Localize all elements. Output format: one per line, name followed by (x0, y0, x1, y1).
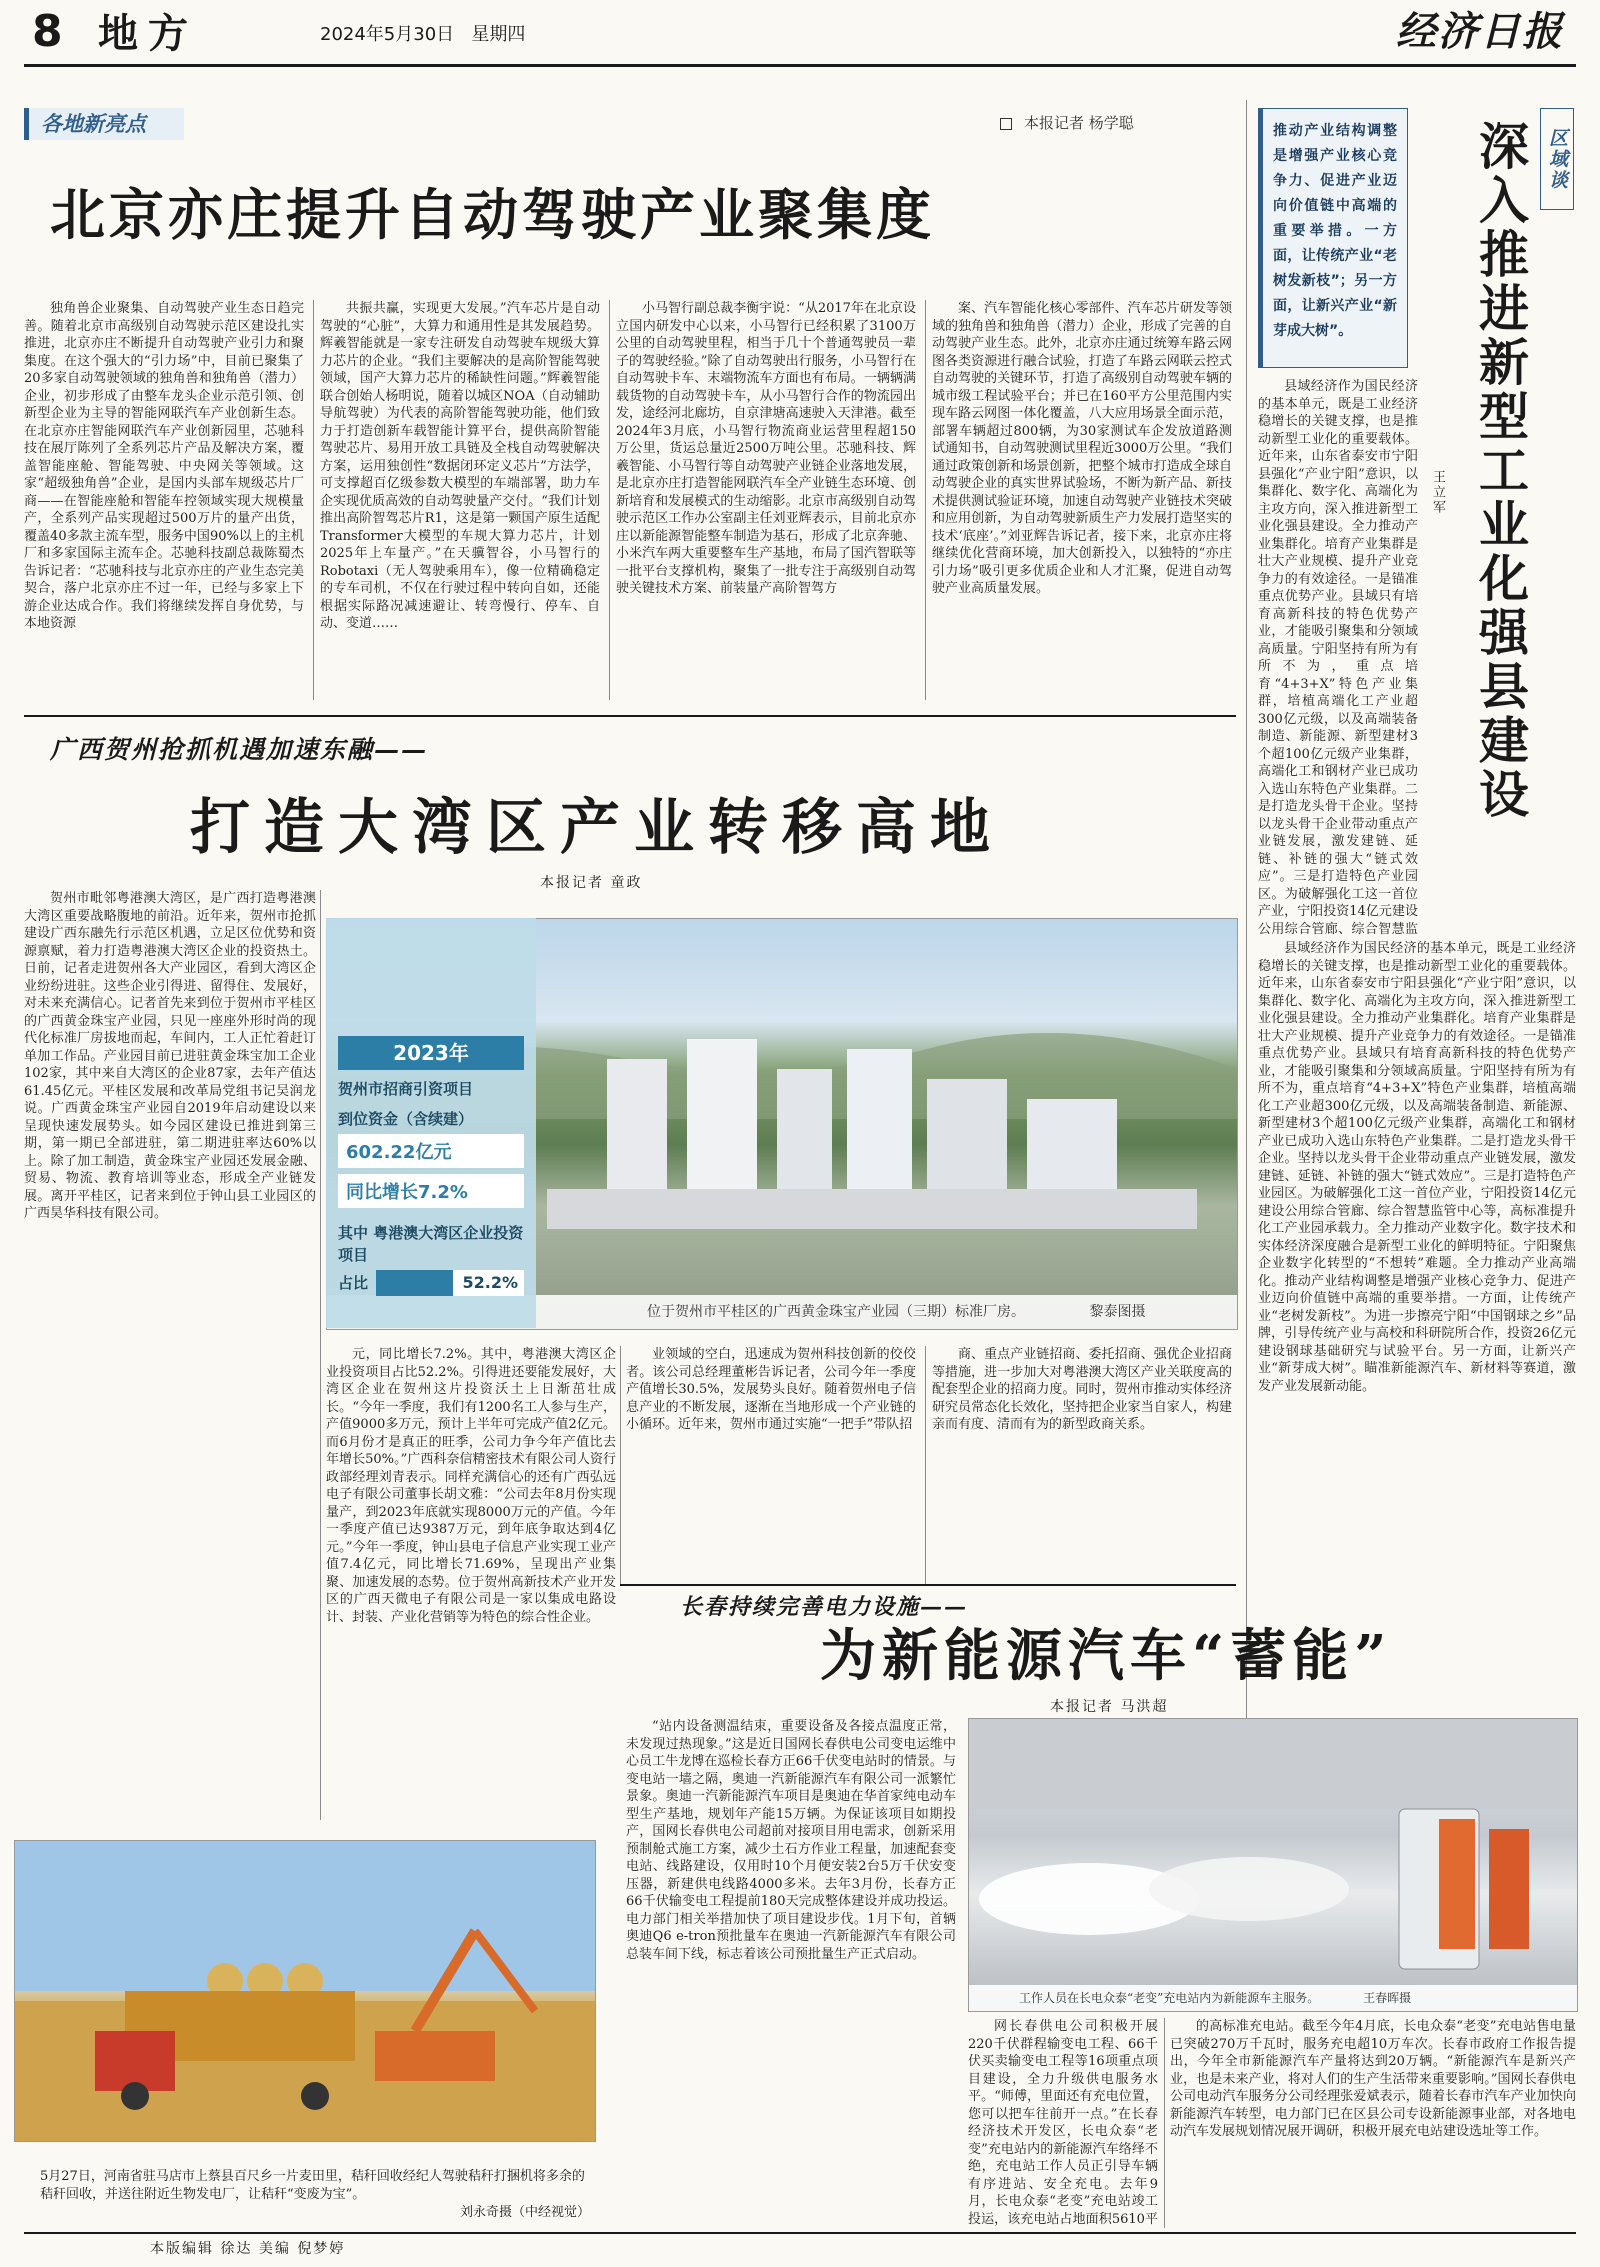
column-kicker: 各地新亮点 (24, 108, 184, 140)
photo2-credit: 刘永奇摄（中经视觉） (459, 2205, 590, 2220)
story3-byline: 本报记者 马洪超 (1050, 1699, 1169, 1715)
photo-credit: 黎泰图摄 (1089, 1304, 1146, 1320)
column-divider (925, 300, 926, 700)
story2-column-3: 业领域的空白，迅速成为贺州科技创新的佼佼者。该公司总经理董彬告诉记者，公司今年一季度产值增长30.5%，发展势头良好。随着贺州电子信息产业的不断发展，逐渐在当地形成一个产业链的小循环。近年来，贺州市通过实施“一把手”带队招 (626, 1347, 916, 1432)
story1-column-1: 独角兽企业聚集、自动驾驶产业生态日趋完善。随着北京市高级别自动驾驶示范区建设扎实推进，北京亦庄不断提升自动驾驶产业引力和聚集度。在这个强大的“引力场”中，目前已聚集了20多家自动驾驶领域的独角兽和独角兽（潜力）企业，初步形成了由整车龙头企业示范引领、创新型企业为主导的智能网联汽车产业创新生态。在北京亦庄智能网联汽车产业创新园里，芯驰科技在展厅陈列了全系列芯片产品及解决方案，覆盖智能座舱、智能驾驶、中央网关等领域。这家“超级独角兽”企业，是国内头部车规级芯片厂商——在智能座舱和智能车控领域实现大规模量产，全系列产品实现超过500万片的量产出货，覆盖40多款主流车型，服务中国90%以上的主机厂和多家国际主流车企。芯驰科技副总裁陈蜀杰告诉记者：“芯驰科技与北京亦庄的产业生态完美契合，落户北京亦庄不过一年，已经与多家上下游企业达成合作。我们将继续发挥自身优势，与本地资源 (24, 301, 304, 631)
paper-logo: 经济日报 (1396, 8, 1564, 55)
infobox-funds-value: 602.22亿元 (338, 1134, 524, 1168)
straw-baler-photo (14, 1840, 596, 2142)
right-column-byline: 王立军 (1430, 470, 1445, 515)
editor-credits: 本版编辑 徐达 美编 倪梦婷 (150, 2241, 346, 2257)
column-divider (1164, 2018, 1165, 2228)
infobox-share-bar (376, 1270, 524, 1296)
right-column-body: 县域经济作为国民经济的基本单元，既是工业经济稳增长的关键支撑，也是推动新型工业化的重要载体。近年来，山东省泰安市宁阳县强化“产业宁阳”意识，以集群化、数字化、高端化为主攻方向，深入推进新型工业化强县建设。全力推动产业集群化。培育产业集群是壮大产业规模、提升产业竞争力的有效途径。一是锚准重点优势产业。县域只有培育高新科技的特色优势产业，才能吸引聚集和分领域高质量。宁阳坚持有所为有所不为，重点培育“4+3+X”特色产业集群，培植高端化工产业超300亿元级，以及高端装备制造、新能源、新型建材3个超100亿元级产业集群，高端化工和钢材产业已成功入选山东特色产业集群。二是打造龙头骨干企业。坚持以龙头骨干企业带动重点产业链发展，激发建链、延链、补链的强大“链式效应”。三是打造特色产业园区。为破解强化工这一首位产业，宁阳投资14亿元建设公用综合管廊、综合智慧监管中心等，高标准提升化工产业园承载力。全力推动产业数字化。数字技术和实体经济深度融合是新型工业化的鲜明特征。宁阳聚焦企业数字化转型的“不想转”难题。全力推动产业高端化。推动产业结构调整是增强产业核心竞争力、促进产业迈向价值链中高端的重要举措。一方面，让传统产业“老树发新枝”。为进一步擦亮宁阳“中国钢球之乡”品牌，引导传统产业与高校和科研院所合作，投资26亿元建设钢球基础研究与试验平台。另一方面，让新兴产业“新芽成大树”。瞄准新能源汽车、新材料等赛道，激发产业发展新动能。 (1258, 941, 1576, 1394)
date-text: 2024年5月30日 (320, 24, 455, 45)
story1-column-2: 共振共赢，实现更大发展。”汽车芯片是自动驾驶的“心脏”，大算力和通用性是其发展趋势。辉羲智能就是一家专注研发自动驾驶车规级大算力芯片的企业。“我们主要解决的是高阶智能驾驶领域，国产大算力芯片的稀缺性问题。”辉羲智能联合创始人杨明说，随着以城区NOA（自动辅助导航驾驶）为代表的高阶智能驾驶功能，他们致力于打造创新车载智能计算平台，提供高阶智能驾驶芯片、易用开放工具链及全栈自动驾驶解决方案，运用独创性“数据闭环定义芯片”方法学，可支撑超百亿级参数大模型的车端部署，助力车企实现优质高效的自动驾驶量产交付。“我们计划推出高阶智驾芯片R1，这是第一颗国产原生适配Transformer大模型的车规大算力芯片，计划2025年上车量产。”在天骥智谷，小马智行的Robotaxi（无人驾驶乘用车），像一位精确稳定的专车司机，不仅在行驶过程中转向自如，还能根据实际路况减速避让、转弯慢行、停车、自动、变道…… (320, 301, 600, 631)
charging-station-illustration (969, 1719, 1577, 2011)
section-divider (24, 715, 1236, 717)
story1-column-4: 案、汽车智能化核心零部件、汽车芯片研发等领域的独角兽和独角兽（潜力）企业，形成了完善的自动驾驶产业生态。此外，北京亦庄通过统筹车路云网图各类资源进行融合试验，打造了车路云网联云控式自动驾驶的关键环节，打造了高级别自动驾驶车辆的城市级工程试验平台；并已在160平方公里范围内实现车路云网图一体化覆盖，八大应用场景全面示范，部署车辆超过800辆，为30家测试车企发放道路测试通知书，自动驾驶测试里程近3000万公里。“我们通过政策创新和场景创新，把整个城市打造成全球自动驾驶企业的真实世界试验场，不断为新产品、新技术提供测试验证环境，加速自动驾驶产业链技术突破和应用创新，为自动驾驶新质生产力发展打造坚实的技术‘底座’。”刘亚辉告诉记者，接下来，北京亦庄将继续优化营商环境，加大创新投入，以独特的“亦庄引力场”吸引更多优质企业和人才汇聚，促进自动驾驶产业高质量发展。 (932, 301, 1232, 596)
weekday-text: 星期四 (471, 24, 526, 45)
straw-baler-illustration (15, 1841, 595, 2141)
story1-column-3: 小马智行副总裁李衡宇说：“从2017年在北京设立国内研发中心以来，小马智行已经积累了3100万公里的自动驾驶里程，相当于几十个普通驾驶员一辈子的驾驶经验。”除了自动驾驶出行服务，小马智行在自动驾驶卡车、末端物流车方面也有布局。一辆辆满载货物的自动驾驶卡车，从小马智行合作的物流园出发，途经河北廊坊，自京津塘高速驶入天津港。截至2024年3月底，小马智行物流商业运营里程超150万公里，货运总量近2500万吨公里。芯驰科技、辉羲智能、小马智行等自动驾驶产业链企业落地发展，是北京亦庄打造智能网联汽车全产业链生态环境、创新培育和发展模式的生动缩影。北京市高级别自动驾驶示范区工作办公室副主任刘亚辉表示，目前北京亦庄以新能源智能整车制造为基石，形成了北京奔驰、小米汽车两大重要整车生产基地，布局了国汽智联等一批平台支撑机构，聚集了一批专注于高级别自动驾驶关键技术方案、前装量产高阶智驾方 (616, 301, 916, 596)
column-divider (620, 1346, 621, 1586)
region-tag: 区域谈 (1540, 108, 1574, 210)
infobox-share-row (338, 1270, 524, 1296)
story1-byline (1000, 112, 1134, 133)
infobox-share-fill (376, 1270, 453, 1296)
story3-column-3: 的高标准充电站。截至今年4月底，长电众泰“老变”充电站售电量已突破270万千瓦时，服务充电超10万车次。长春市政府工作报告提出，今年全市新能源汽车产量将达到20万辆。“新能源汽车是新兴产业，也是未来产业，将对人们的生产生活带来重要影响。”国网长春供电公司电动汽车服务分公司经理张爱斌表示，随着长春市汽车产业加快向新能源汽车转型，电力部门已在区县公司专设新能源事业部，对各地电动汽车发展规划情况展开调研，积极开展充电站建设选址等工作。 (1170, 2019, 1576, 2139)
story3-column-1: “站内设备测温结束，重要设备及各接点温度正常，未发现过热现象。”这是近日国网长春供电公司变电运维中心员工牛龙博在巡检长春方正66千伏变电站时的情景。与变电站一墙之隔，奥迪一汽新能源汽车有限公司一派繁忙景象。奥迪一汽新能源汽车项目是奥迪在华首家纯电动车型生产基地，规划年产能15万辆。为保证该项目如期投产，国网长春供电公司超前对接项目用电需求，创新采用预制舱式施工方案，减少土石方作业工程量，加速配套变电站、线路建设，仅用时10个月便安装2台5万千伏安变压器，新建供电线路4000多米。去年3月份，长春方正66千伏输变电工程提前180天完成整体建设并成功投运。电力部门相关举措加快了项目建设步伐。1月下旬，首辆奥迪Q6 e-tron预批量车在奥迪一汽新能源汽车有限公司总装车间下线，标志着该公司预批量生产正式启动。 (626, 1719, 956, 1962)
story2-column-4: 商、重点产业链招商、委托招商、强优企业招商等措施，进一步加大对粤港澳大湾区产业关联度高的配套型企业的招商力度。同时，贺州市推动实体经济研究员常态化长效化，坚持把企业家当自家人，构建亲而有度、清而有为的新型政商关系。 (932, 1347, 1232, 1432)
column-divider (925, 1346, 926, 1586)
investment-infobox (326, 918, 536, 1328)
story2-byline: 本报记者 童政 (540, 875, 643, 891)
square-icon (1000, 118, 1012, 130)
story2-column-1: 贺州市毗邻粤港澳大湾区，是广西打造粤港澳大湾区重要战略腹地的前沿。近年来，贺州市抢抓建设广西东融先行示范区机遇，立足区位优势和资源禀赋，着力打造粤港澳大湾区企业的投资热土。日前，记者走进贺州各大产业园区，看到大湾区企业纷纷进驻。这些企业引得进、留得住、发展好，对未来充满信心。记者首先来到位于贺州市平桂区的广西黄金珠宝产业园，只见一座座外形时尚的现代化标准厂房拔地而起，车间内，工人正忙着赶订单加工作品。产业园目前已进驻黄金珠宝加工企业102家，其中来自大湾区的企业87家，去年产值达61.45亿元。平桂区发展和改革局党组书记吴润龙说。广西黄金珠宝产业园自2019年启动建设以来呈现快速发展势头。如今园区建设已推进到第三期，第一期已全部进驻，第二期进驻率达60%以上。除了加工制造，黄金珠宝产业园还发展金融、贸易、物流、教育培训等业态，形成全产业链发展。离开平桂区，记者来到位于钟山县工业园区的广西昊华科技有限公司。 (24, 891, 316, 1221)
infobox-title: 贺州市招商引资项目 (338, 1080, 474, 1098)
story1-byline-text: 本报记者 杨学聪 (1024, 114, 1134, 132)
photo-caption: 位于贺州市平桂区的广西黄金珠宝产业园（三期）标准厂房。 (647, 1304, 1025, 1320)
photo2-caption-text: 5月27日，河南省驻马店市上蔡县百尺乡一片麦田里，秸秆回收经纪人驾驶秸秆打捆机将多余的秸秆回收，并送往附近生物发电厂，让秸秆“变废为宝”。 (40, 2169, 585, 2202)
right-column-headline: 深入推进新型工业化强县建设 (1471, 120, 1529, 822)
infobox-growth: 同比增长7.2% (338, 1174, 524, 1208)
issue-date (320, 20, 525, 50)
photo-caption: 工作人员在长电众泰“老变”充电站内为新能源车主服务。 (1019, 1991, 1320, 2005)
photo2-caption (40, 2168, 590, 2222)
infobox-year: 2023年 (338, 1036, 524, 1070)
story2-kicker: 广西贺州抢抓机遇加速东融—— (50, 735, 429, 764)
photo-credit: 王春晖摄 (1363, 1991, 1412, 2005)
column-divider (320, 890, 321, 1820)
infobox-share-value: 52.2% (462, 1273, 518, 1292)
pull-quote: 推动产业结构调整是增强产业核心竞争力、促进产业迈向价值链中高端的重要举措。一方面，让传统产业“老树发新枝”；另一方面，让新兴产业“新芽成大树”。 (1258, 108, 1408, 368)
column-divider (313, 300, 314, 700)
section-divider (620, 1584, 1236, 1586)
infobox-funds-label: 到位资金（含续建） (338, 1110, 474, 1128)
story2-headline: 打造大湾区产业转移高地 (190, 793, 1004, 863)
story3-headline: 为新能源汽车“蓄能” (820, 1623, 1393, 1689)
column-divider (609, 300, 610, 700)
charging-station-photo (968, 1718, 1578, 2012)
story2-column-2: 元，同比增长7.2%。其中，粤港澳大湾区企业投资项目占比52.2%。引得进还要能发展好，大湾区企业在贺州这片投资沃土上日渐茁壮成长。“今年一季度，我们有1200名工人参与生产，产值9000多万元，预计上半年可完成产值2亿元。而6月份才是真正的旺季，公司力争今年产值比去年增长50%。”广西科奈信精密技术有限公司人资行政部经理刘青表示。同样充满信心的还有广西弘远电子有限公司董事长胡文雅：“公司去年8月份实现量产，到2023年底就实现8000万元的产值。今年一季度产值已达9387万元，到年底争取达到4亿元。”今年一季度，钟山县电子信息产业实现工业产值7.4亿元，同比增长71.69%，呈现出产业集聚、加速发展的态势。位于贺州高新技术产业开发区的广西天微电子有限公司是一家以集成电路设计、封装、产业化营销等为特色的综合性企业。 (326, 1347, 616, 1625)
story3-kicker: 长春持续完善电力设施—— (680, 1594, 969, 1620)
infobox-share-label: 占比 (338, 1274, 369, 1292)
photo-caption-bar (969, 1985, 1577, 2011)
masthead (24, 6, 1576, 67)
infobox-subtitle: 其中 粤港澳大湾区企业投资项目 (338, 1224, 524, 1264)
page-number: 8 (32, 6, 63, 57)
story1-headline: 北京亦庄提升自动驾驶产业聚集度 (50, 183, 936, 247)
story3-column-2: 网长春供电公司积极开展220千伏群程输变电工程、66千伏买卖输变电工程等16项重点项目建设，全力升级供电服务水平。“师傅，里面还有充电位置，您可以把车往前开一点。”在长春经济技术开发区，长电众泰“老变”充电站内的新能源汽车络绎不绝，充电站工作人员正引导车辆有序进站、安全充电。去年9月，长电众泰“老变”充电站竣工投运，该充电站占地面积5610平 (968, 2019, 1158, 2227)
section-name: 地方 (98, 11, 198, 57)
right-column-body-top: 县域经济作为国民经济的基本单元，既是工业经济稳增长的关键支撑，也是推动新型工业化的重要载体。近年来，山东省泰安市宁阳县强化“产业宁阳”意识，以集群化、数字化、高端化为主攻方向，深入推进新型工业化强县建设。全力推动产业集群化。培育产业集群是壮大产业规模、提升产业竞争力的有效途径。一是锚准重点优势产业。县域只有培育高新科技的特色优势产业，才能吸引聚集和分领域高质量。宁阳坚持有所为有所不为，重点培育“4+3+X”特色产业集群，培植高端化工产业超300亿元级，以及高端装备制造、新能源、新型建材3个超100亿元级产业集群，高端化工和钢材产业已成功入选山东特色产业集群。二是打造龙头骨干企业。坚持以龙头骨干企业带动重点产业链发展，激发建链、延链、补链的强大“链式效应”。三是打造特色产业园区。为破解强化工这一首位产业，宁阳投资14亿元建设公用综合管廊、综合智慧监 (1258, 379, 1418, 937)
